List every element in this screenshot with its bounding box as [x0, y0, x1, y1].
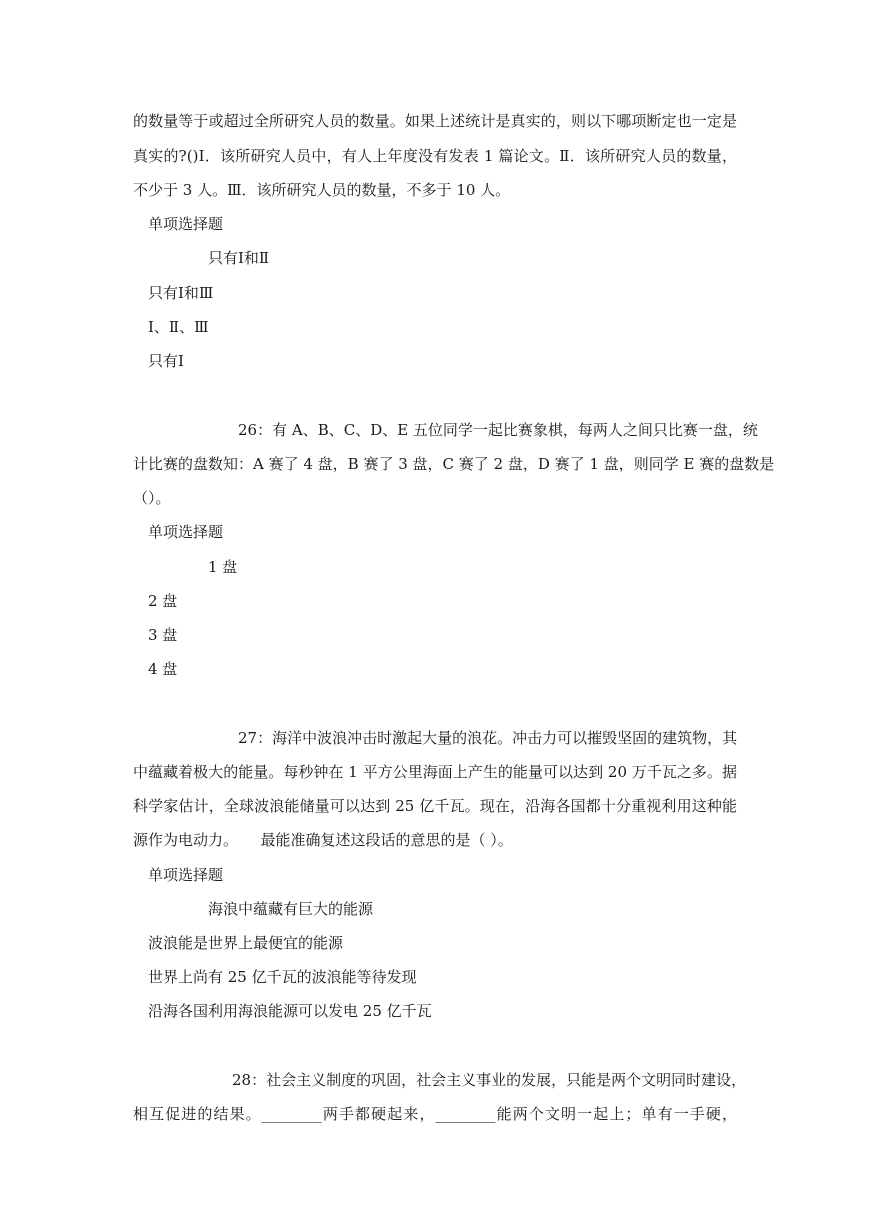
question-text-line: 的数量等于或超过全所研究人员的数量。如果上述统计是真实的，则以下哪项断定也一定是	[133, 112, 737, 130]
option-d[interactable]: 4 盘	[148, 660, 178, 678]
option-b[interactable]: 波浪能是世界上最便宜的能源	[148, 934, 344, 952]
option-d[interactable]: 沿海各国利用海浪能源可以发电 25 亿千瓦	[148, 1002, 432, 1020]
option-b[interactable]: 2 盘	[148, 592, 178, 610]
question-type-label: 单项选择题	[148, 215, 224, 233]
question-text-line: 真实的?()Ⅰ．该所研究人员中，有人上年度没有发表 1 篇论文。Ⅱ．该所研究人员的数量，	[133, 147, 737, 165]
option-a[interactable]: 只有Ⅰ和Ⅱ	[208, 249, 270, 267]
question-text-line: 源作为电动力。 最能准确复述这段话的意思的是（ ）。	[133, 831, 513, 849]
question-text-line: 不少于 3 人。Ⅲ．该所研究人员的数量，不多于 10 人。	[133, 181, 511, 199]
question-text-line: 26：有 A、B、C、D、E 五位同学一起比赛象棋，每两人之间只比赛一盘，统	[238, 421, 758, 439]
option-c[interactable]: Ⅰ、Ⅱ、Ⅲ	[148, 318, 209, 336]
option-c[interactable]: 世界上尚有 25 亿千瓦的波浪能等待发现	[148, 968, 417, 986]
option-d[interactable]: 只有Ⅰ	[148, 352, 184, 370]
option-a[interactable]: 1 盘	[208, 558, 238, 576]
question-text-line: （）。	[133, 489, 171, 507]
question-text-line: 科学家估计，全球波浪能储量可以达到 25 亿千瓦。现在，沿海各国都十分重视利用这种能	[133, 797, 737, 815]
question-text-line: 28：社会主义制度的巩固，社会主义事业的发展，只能是两个文明同时建设，	[232, 1071, 747, 1089]
option-c[interactable]: 3 盘	[148, 626, 178, 644]
question-text-line: 相互促进的结果。________两手都硬起来，________能两个文明一起上；单有一手硬，	[133, 1105, 737, 1123]
question-text-line: 27：海洋中波浪冲击时激起大量的浪花。冲击力可以摧毁坚固的建筑物，其	[238, 729, 738, 747]
option-a[interactable]: 海浪中蕴藏有巨大的能源	[208, 900, 374, 918]
option-b[interactable]: 只有Ⅰ和Ⅲ	[148, 284, 214, 302]
question-type-label: 单项选择题	[148, 523, 224, 541]
question-text-line: 中蕴藏着极大的能量。每秒钟在 1 平方公里海面上产生的能量可以达到 20 万千瓦之多。据	[133, 763, 737, 781]
question-text-line: 计比赛的盘数知：A 赛了 4 盘，B 赛了 3 盘，C 赛了 2 盘，D 赛了 1 盘，则同学 E 赛的盘数是	[133, 455, 775, 473]
question-type-label: 单项选择题	[148, 866, 224, 884]
